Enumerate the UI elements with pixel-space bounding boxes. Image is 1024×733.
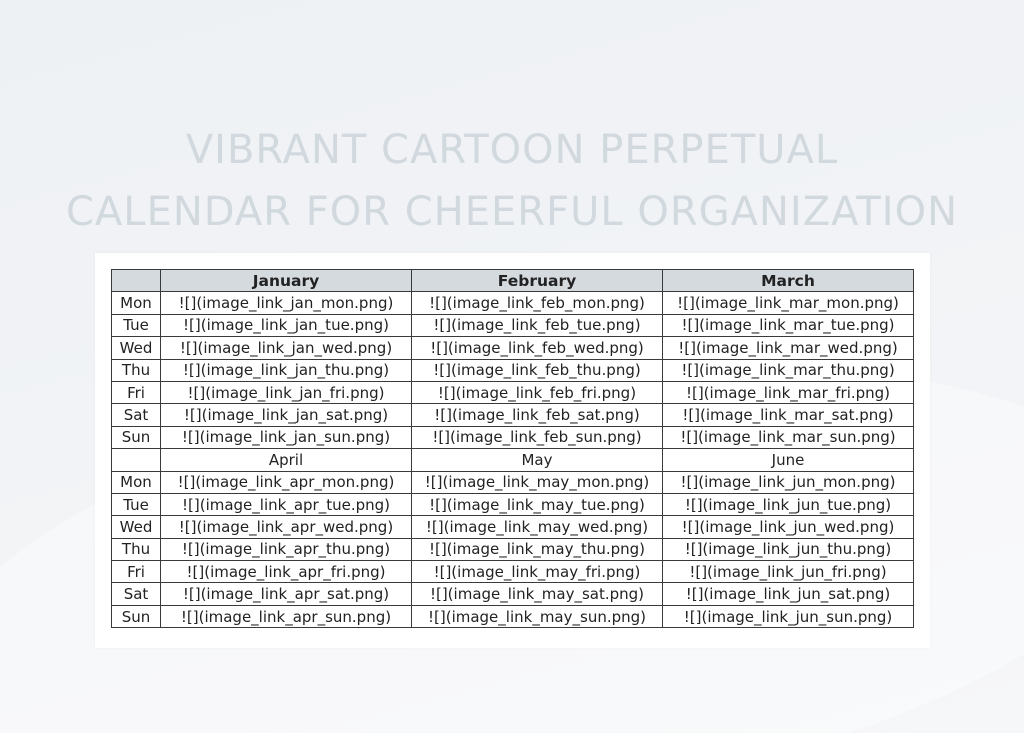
day-label: Thu [112, 538, 161, 560]
day-label: Tue [112, 493, 161, 515]
month-header-june: June [663, 449, 914, 471]
table-cell: ![](image_link_jan_sat.png) [161, 404, 412, 426]
table-cell: ![](image_link_feb_sat.png) [412, 404, 663, 426]
table-cell: ![](image_link_may_fri.png) [412, 561, 663, 583]
table-cell: ![](image_link_may_thu.png) [412, 538, 663, 560]
table-row [112, 314, 914, 336]
day-label: Wed [112, 337, 161, 359]
calendar-sheet [95, 253, 930, 648]
table-cell: ![](image_link_jun_wed.png) [663, 516, 914, 538]
table-cell: ![](image_link_jun_sat.png) [663, 583, 914, 605]
table-cell: ![](image_link_may_wed.png) [412, 516, 663, 538]
day-label: Sun [112, 605, 161, 627]
month-header-march: March [663, 270, 914, 292]
table-cell: ![](image_link_jun_tue.png) [663, 493, 914, 515]
table-cell: ![](image_link_apr_fri.png) [161, 561, 412, 583]
table-cell: ![](image_link_may_tue.png) [412, 493, 663, 515]
subheader-corner-cell [112, 449, 161, 471]
table-cell: ![](image_link_jan_wed.png) [161, 337, 412, 359]
table-cell: ![](image_link_apr_tue.png) [161, 493, 412, 515]
table-cell: ![](image_link_may_mon.png) [412, 471, 663, 493]
month-header-january: January [161, 270, 412, 292]
table-cell: ![](image_link_jan_mon.png) [161, 292, 412, 314]
subheader-row [112, 449, 914, 471]
table-row [112, 561, 914, 583]
table-cell: ![](image_link_jan_fri.png) [161, 381, 412, 403]
table-row [112, 493, 914, 515]
table-cell: ![](image_link_jun_sun.png) [663, 605, 914, 627]
table-cell: ![](image_link_jun_fri.png) [663, 561, 914, 583]
day-label: Mon [112, 292, 161, 314]
table-cell: ![](image_link_mar_sun.png) [663, 426, 914, 448]
day-label: Sat [112, 583, 161, 605]
header-row [112, 270, 914, 292]
table-row [112, 404, 914, 426]
day-label: Mon [112, 471, 161, 493]
table-cell: ![](image_link_apr_sat.png) [161, 583, 412, 605]
table-row [112, 605, 914, 627]
table-cell: ![](image_link_may_sun.png) [412, 605, 663, 627]
table-row [112, 359, 914, 381]
table-cell: ![](image_link_feb_tue.png) [412, 314, 663, 336]
table-cell: ![](image_link_jun_mon.png) [663, 471, 914, 493]
table-cell: ![](image_link_jan_tue.png) [161, 314, 412, 336]
table-cell: ![](image_link_jan_sun.png) [161, 426, 412, 448]
day-label: Fri [112, 561, 161, 583]
month-header-april: April [161, 449, 412, 471]
day-label: Tue [112, 314, 161, 336]
table-cell: ![](image_link_feb_thu.png) [412, 359, 663, 381]
table-cell: ![](image_link_apr_mon.png) [161, 471, 412, 493]
title-line-1: VIBRANT CARTOON PERPETUAL [185, 126, 839, 173]
table-cell: ![](image_link_mar_sat.png) [663, 404, 914, 426]
table-cell: ![](image_link_mar_wed.png) [663, 337, 914, 359]
table-row [112, 426, 914, 448]
day-label: Fri [112, 381, 161, 403]
table-row [112, 381, 914, 403]
table-cell: ![](image_link_jan_thu.png) [161, 359, 412, 381]
table-cell: ![](image_link_mar_mon.png) [663, 292, 914, 314]
table-row [112, 538, 914, 560]
table-cell: ![](image_link_mar_tue.png) [663, 314, 914, 336]
page-title [0, 119, 1024, 243]
table-row [112, 337, 914, 359]
table-cell: ![](image_link_apr_sun.png) [161, 605, 412, 627]
month-header-may: May [412, 449, 663, 471]
table-cell: ![](image_link_feb_fri.png) [412, 381, 663, 403]
table-cell: ![](image_link_feb_sun.png) [412, 426, 663, 448]
table-cell: ![](image_link_feb_wed.png) [412, 337, 663, 359]
month-header-february: February [412, 270, 663, 292]
table-cell: ![](image_link_apr_thu.png) [161, 538, 412, 560]
table-cell: ![](image_link_jun_thu.png) [663, 538, 914, 560]
title-line-2: CALENDAR FOR CHEERFUL ORGANIZATION [65, 188, 959, 235]
table-row [112, 471, 914, 493]
table-cell: ![](image_link_may_sat.png) [412, 583, 663, 605]
day-label: Thu [112, 359, 161, 381]
table-cell: ![](image_link_mar_thu.png) [663, 359, 914, 381]
table-row [112, 292, 914, 314]
header-corner-cell [112, 270, 161, 292]
table-cell: ![](image_link_feb_mon.png) [412, 292, 663, 314]
table-row [112, 516, 914, 538]
table-cell: ![](image_link_mar_fri.png) [663, 381, 914, 403]
day-label: Sun [112, 426, 161, 448]
day-label: Wed [112, 516, 161, 538]
calendar-table [111, 269, 914, 628]
table-row [112, 583, 914, 605]
table-cell: ![](image_link_apr_wed.png) [161, 516, 412, 538]
day-label: Sat [112, 404, 161, 426]
